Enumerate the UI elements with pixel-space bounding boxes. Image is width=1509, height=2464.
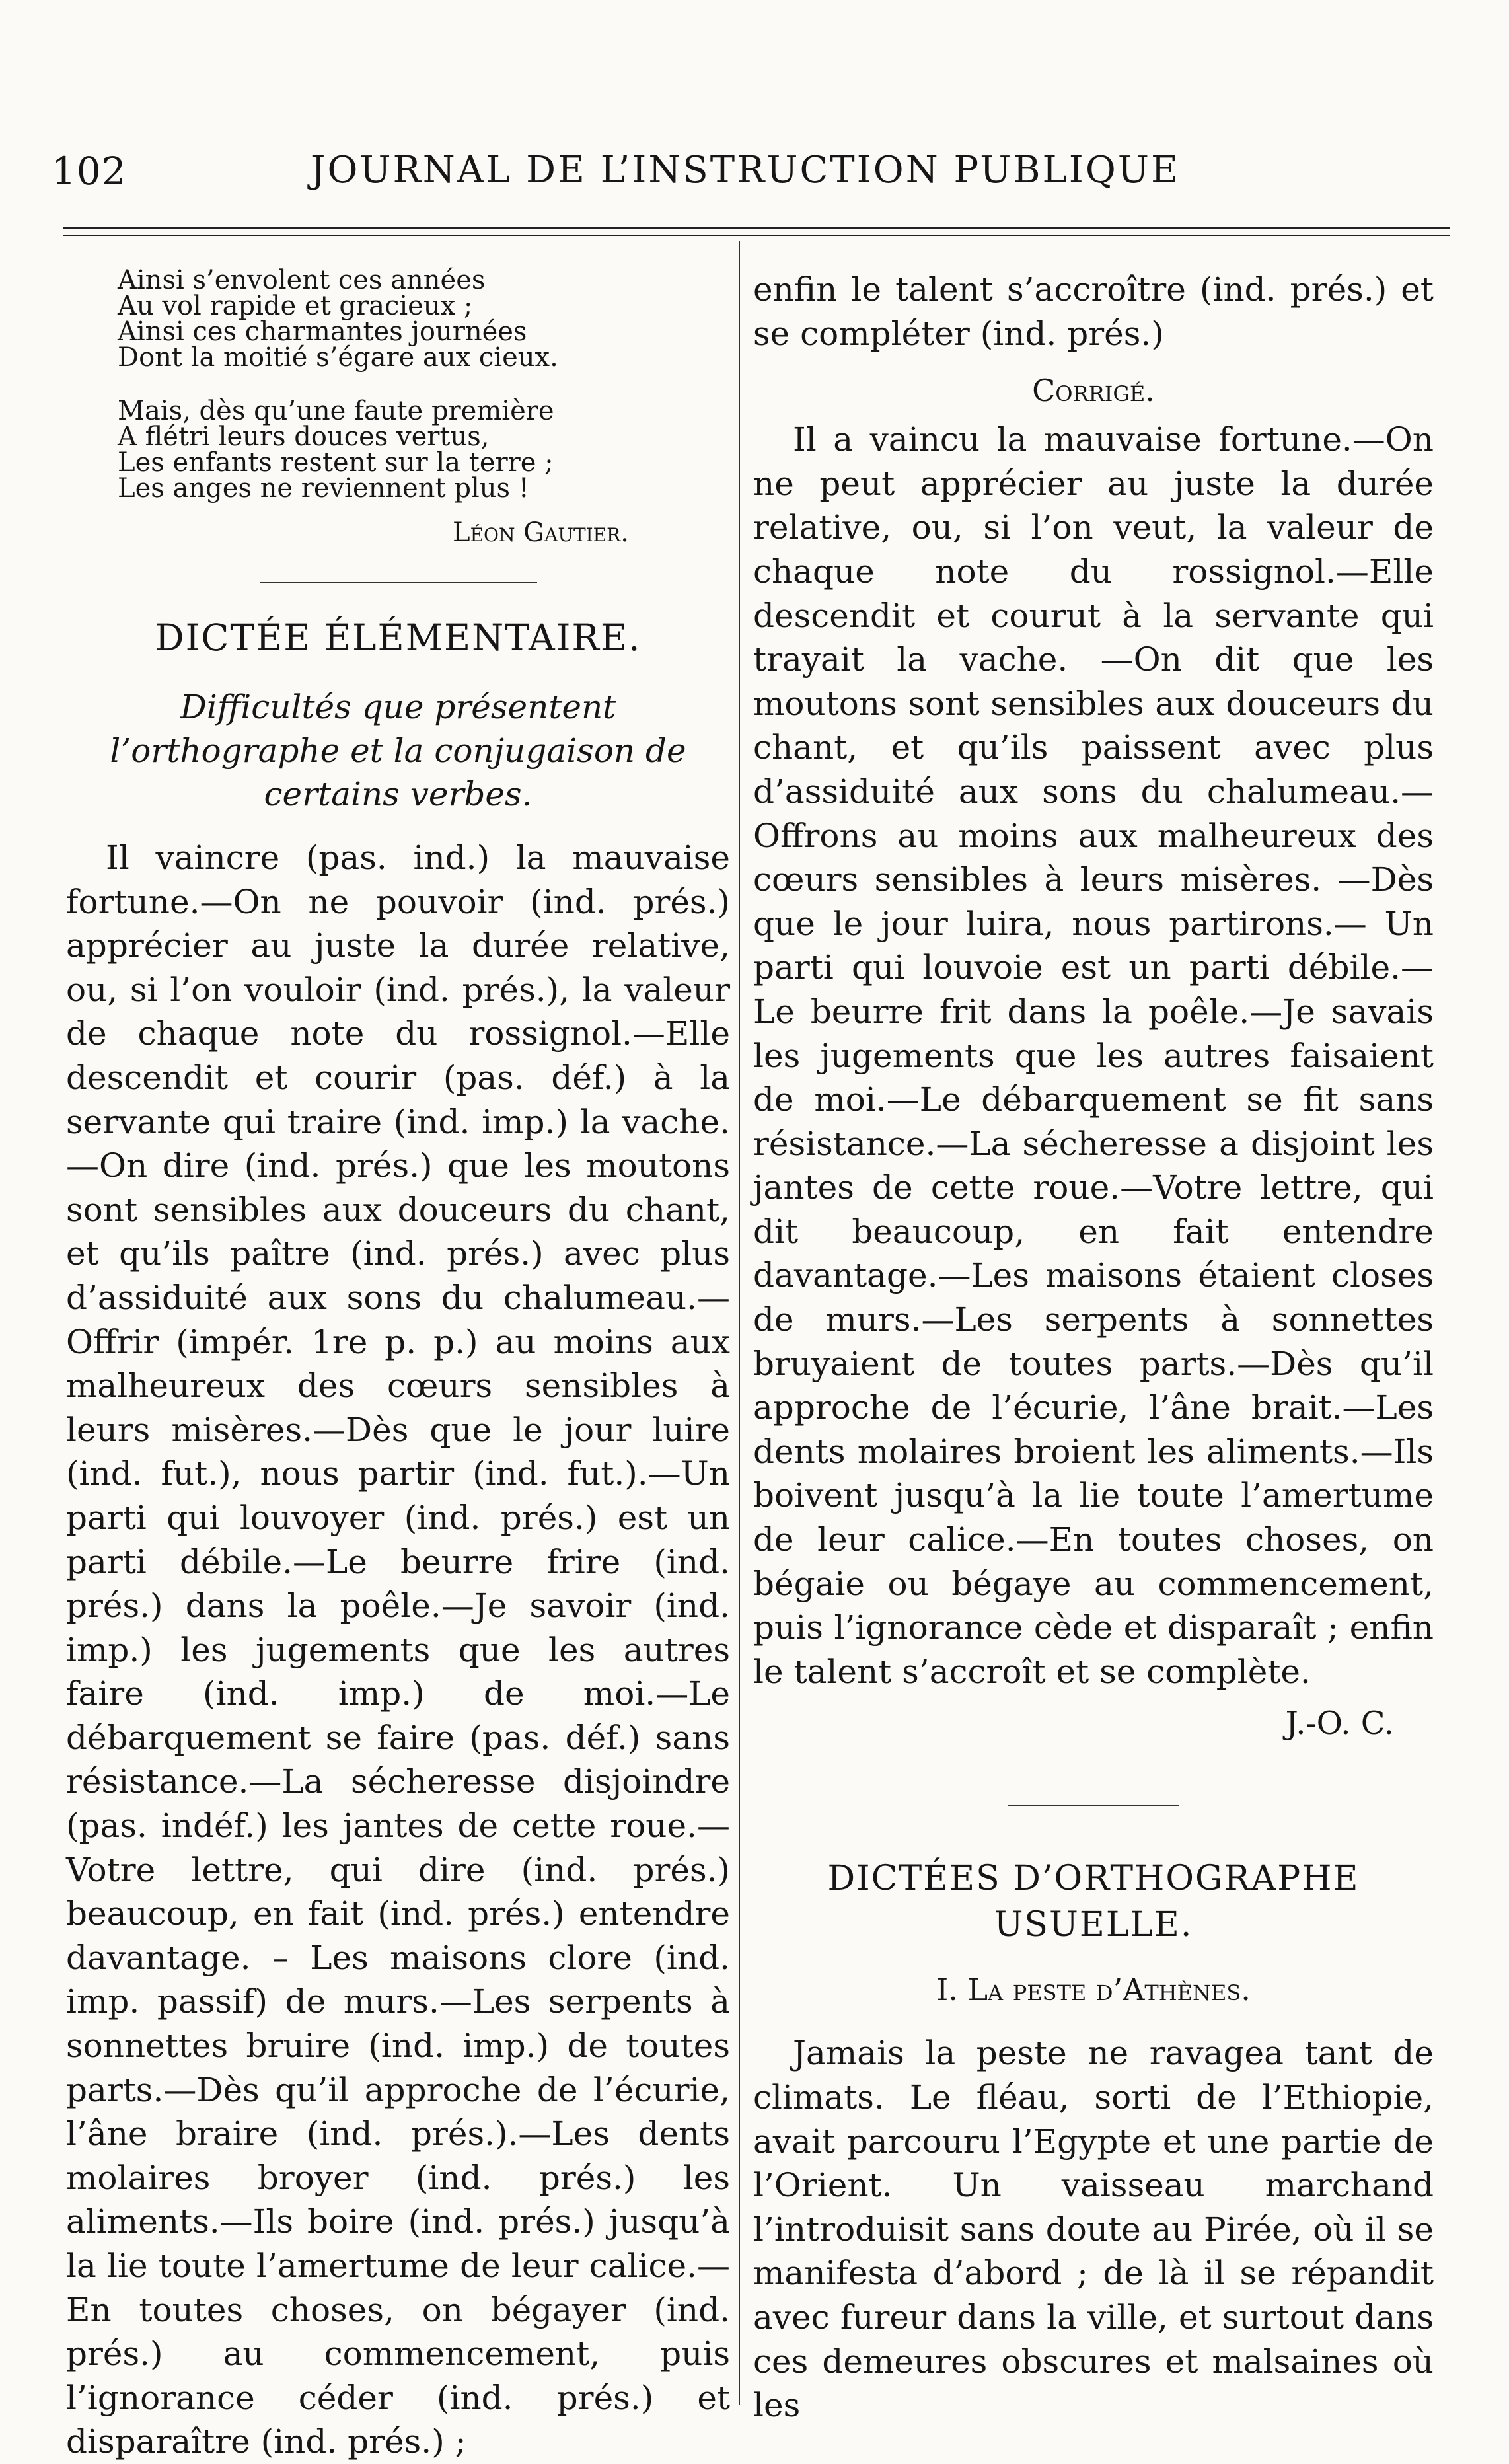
poem-line: Les anges ne reviennent plus ! [118, 473, 529, 504]
poem-line: Ainsi ces charmantes journées [118, 317, 527, 347]
poem-line: Mais, dès qu’une faute première [118, 396, 554, 426]
corrige-title: Corrigé. [1032, 373, 1155, 409]
dictees-usuelle-title: DICTÉES D’ORTHOGRAPHE USUELLE. [827, 1859, 1360, 1945]
header-rule-thick [63, 227, 1450, 229]
section-divider [1008, 1805, 1179, 1806]
page-header [0, 149, 1509, 202]
left-column [66, 265, 730, 2464]
poem-author: Léon Gautier. [453, 517, 629, 548]
poem-line: Les enfants restent sur la terre ; [118, 447, 554, 478]
section-divider [260, 582, 537, 583]
corrige-initials: J.-O. C. [1285, 1705, 1394, 1742]
dictee-elementaire-continuation: enfin le talent s’accroître (ind. prés.) et se compléter (ind. prés.) [753, 270, 1434, 353]
right-column [753, 268, 1434, 2428]
poem-line: Dont la moitié s’égare aux cieux. [118, 342, 558, 373]
header-rule-thin [63, 235, 1450, 236]
dictee-elementaire-title: DICTÉE ÉLÉMENTAIRE. [155, 616, 642, 659]
poem [66, 265, 730, 548]
poem-stanza-2 [118, 398, 730, 502]
dictee-elementaire-text: Il vaincre (pas. ind.) la mauvaise fortune.—On ne pouvoir (ind. prés.) apprécier au juste la durée relative, ou, si l’on vouloir (ind. prés.), la valeur de chaque note du rossignol.—Elle descendit et courir (pas. déf.) à la servante qui traire (ind. imp.) la vache.—On dire (ind. prés.) que les moutons sont sensibles aux douceurs du chant, et qu’ils paître (ind. prés.) avec plus d’assiduité aux sons du chalumeau.— Offrir (impér. 1re p. p.) au moins aux malheureux des cœurs sensibles à leurs misères.—Dès que le jour luire (ind. fut.), nous partir (ind. fut.).—Un parti qui louvoyer (ind. prés.) est un parti débile.—Le beurre frire (ind. prés.) dans la poêle.—Je savoir (ind. imp.) les jugements que les autres faire (ind. imp.) de moi.—Le débarquement se faire (pas. déf.) sans résistance.—La sécheresse disjoindre (pas. indéf.) les jantes de cette roue.—Votre lettre, qui dire (ind. prés.) beaucoup, en fait (ind. prés.) entendre davantage. – Les maisons clore (ind. imp. passif) de murs.—Les serpents à sonnettes bruire (ind. imp.) de toutes parts.—Dès qu’il approche de l’écurie, l’âne braire (ind. prés.).—Les dents molaires broyer (ind. prés.) les aliments.—Ils boire (ind. prés.) jusqu’à la lie toute l’amertume de leur calice.—En toutes choses, on bégayer (ind. prés.) au commencement, puis l’ignorance céder (ind. prés.) et disparaître (ind. prés.) ; [66, 839, 730, 2461]
dictee-elementaire-subtitle: Difficultés que présentent l’orthographe et la conjugaison de certains verbes. [110, 688, 686, 813]
poem-line: A flétri leurs douces vertus, [118, 422, 490, 452]
running-title: JOURNAL DE L’INSTRUCTION PUBLIQUE [311, 149, 1180, 192]
page-number: 102 [52, 149, 127, 194]
peste-athenes-subtitle: I. La peste d’Athènes. [936, 1972, 1251, 2008]
poem-stanza-1 [118, 265, 730, 373]
corrige-text: Il a vaincu la mauvaise fortune.—On ne peut apprécier au juste la durée relative, ou, si l’on veut, la valeur de chaque note du rossignol.—Elle descendit et courut à la servante qui trayait la vache. —On dit que les moutons sont sensibles aux douceurs du chant, et qu’ils paissent avec plus d’assiduité aux sons du chalumeau.—Offrons au moins aux malheureux des cœurs sensibles à leurs misères. —Dès que le jour luira, nous partirons.— Un parti qui louvoie est un parti débile.— Le beurre frit dans la poêle.—Je savais les jugements que les autres faisaient de moi.—Le débarquement se fit sans résistance.—La sécheresse a disjoint les jantes de cette roue.—Votre lettre, qui dit beaucoup, en fait entendre davantage.—Les maisons étaient closes de murs.—Les serpents à sonnettes bruyaient de toutes parts.—Dès qu’il approche de l’écurie, l’âne brait.—Les dents molaires broient les aliments.—Ils boivent jusqu’à la lie toute l’amertume de leur calice.—En toutes choses, on bégaie ou bégaye au commencement, puis l’ignorance cède et disparaît ; enfin le talent s’accroît et se complète. [753, 420, 1434, 1691]
peste-athenes-text: Jamais la peste ne ravagea tant de climats. Le fléau, sorti de l’Ethiopie, avait parcouru l’Egypte et une partie de l’Orient. Un vaisseau marchand l’introduisit sans doute au Pirée, où il se manifesta d’abord ; de là il se répandit avec fureur dans la ville, et surtout dans ces demeures obscures et malsaines où les [753, 2034, 1434, 2425]
poem-line: Au vol rapide et gracieux ; [118, 291, 473, 321]
poem-line: Ainsi s’envolent ces années [118, 265, 486, 295]
column-divider [739, 241, 740, 2405]
